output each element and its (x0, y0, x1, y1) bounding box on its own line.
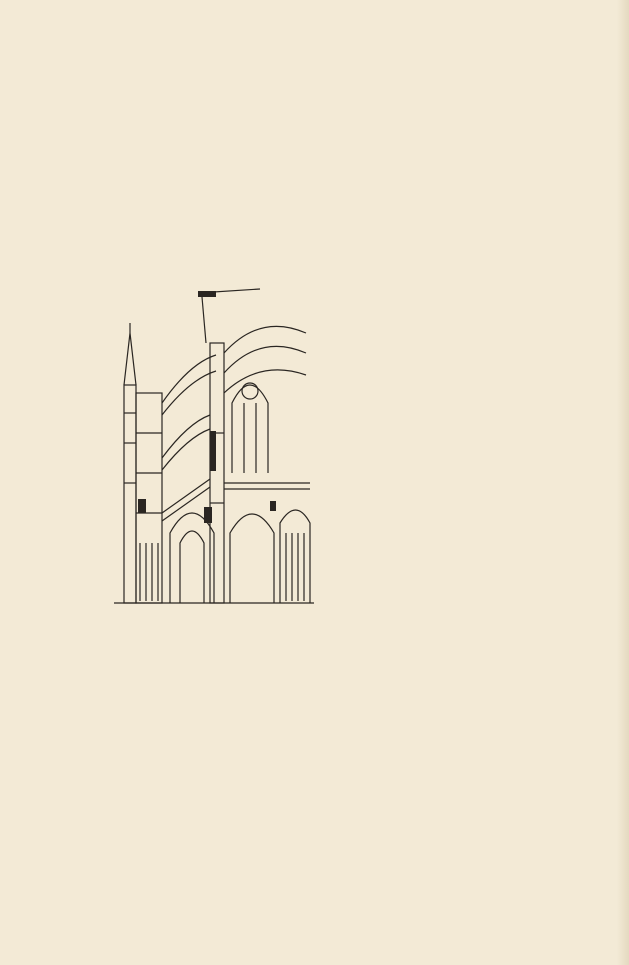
body-line (339, 748, 589, 772)
body-line (339, 436, 589, 460)
body-line (107, 148, 589, 172)
body-line (339, 628, 589, 652)
body-line (107, 196, 589, 220)
body-line (339, 460, 589, 484)
body-line (339, 652, 589, 676)
body-line (339, 364, 589, 388)
body-line (107, 172, 589, 196)
body-line (339, 316, 589, 340)
body-line (339, 676, 589, 700)
body-line (339, 508, 589, 532)
body-line (339, 604, 589, 628)
body-line (107, 124, 589, 148)
body-line (339, 556, 589, 580)
body-line (339, 412, 589, 436)
body-line (339, 484, 589, 508)
body-line (339, 580, 589, 604)
body-line (107, 244, 589, 268)
body-line (339, 724, 589, 748)
body-line (339, 388, 589, 412)
body-line (107, 220, 589, 244)
body-line (339, 532, 589, 556)
gothic-buttress-figure (110, 283, 318, 609)
body-line (339, 340, 589, 364)
body-line (339, 700, 589, 724)
body-line (339, 292, 589, 316)
page-edge (617, 0, 629, 965)
